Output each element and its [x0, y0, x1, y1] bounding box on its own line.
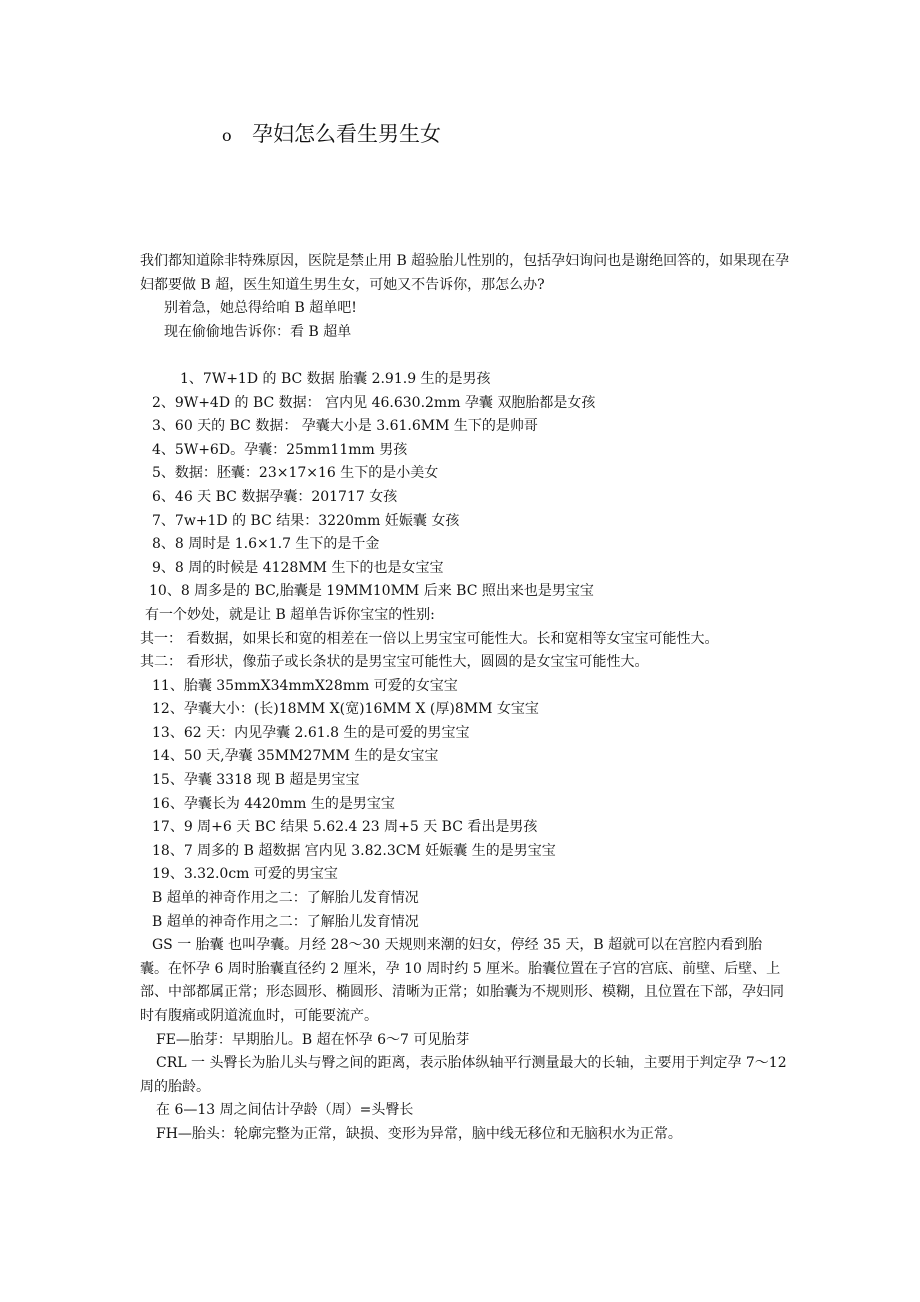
list-item: 6、46 天 BC 数据孕囊：201717 女孩: [152, 488, 398, 505]
rule-two: 其二： 看形状，像茄子或长条状的是男宝宝可能性大，圆圆的是女宝宝可能性大。: [140, 654, 649, 671]
title-bullet: o: [222, 126, 232, 145]
formula-line: 在 6—13 周之间估计孕龄（周）=头臀长: [156, 1102, 414, 1119]
section-heading: B 超单的神奇作用之二：了解胎儿发育情况: [152, 913, 419, 930]
list-item: 5、数据：胚囊：23×17×16 生下的是小美女: [152, 465, 439, 482]
list-item: 18、7 周多的 B 超数据 宫内见 3.82.3CM 妊娠囊 生的是男宝宝: [152, 842, 556, 859]
page-title: [222, 118, 441, 152]
list-item: 11、胎囊 35mmX34mmX28mm 可爱的女宝宝: [152, 677, 458, 694]
article-body: [140, 250, 790, 1147]
blank-line: [140, 344, 790, 368]
list-item: 12、孕囊大小：(长)18MM X(宽)16MM X (厚)8MM 女宝宝: [152, 701, 539, 718]
crl-paragraph: [140, 1052, 790, 1099]
gs-text: GS 一 胎囊 也叫孕囊。月经 28～30 天规则来潮的妇女，停经 35 天，B 超就可以在宫腔内看到胎囊。在怀孕 6 周时胎囊直径约 2 厘米，孕 10 周时约 5 厘米。胎囊位置在子宫的宫底、前壁、后壁、上部、中部都属正常；形态圆形、椭圆形、清晰为正常；如胎囊为不规则形、模糊，且位置在下部，孕妇同时有腹痛或阴道流血时，可能要流产。: [140, 937, 784, 1024]
list-item: 14、50 天,孕囊 35MM27MM 生的是女宝宝: [152, 748, 439, 765]
rule-one: 其一： 看数据，如果长和宽的相差在一倍以上男宝宝可能性大。长和宽相等女宝宝可能性大。: [140, 630, 719, 647]
crl-text: CRL 一 头臀长为胎儿头与臀之间的距离，表示胎体纵轴平行测量最大的长轴，主要用于判定孕 7～12 周的胎龄。: [140, 1055, 787, 1095]
gs-paragraph: [140, 934, 790, 1028]
fh-line: FH—胎头：轮廓完整为正常，缺损、变形为异常，脑中线无移位和无脑积水为正常。: [156, 1125, 682, 1142]
intro-paragraph: 我们都知道除非特殊原因，医院是禁止用 B 超验胎儿性别的，包括孕妇询问也是谢绝回答的，如果现在孕妇都要做 B 超，医生知道生男生女，可她又不告诉你，那怎么办?: [140, 253, 790, 293]
list-item: 10、8 周多是的 BC,胎囊是 19MM10MM 后来 BC 照出来也是男宝宝: [149, 583, 594, 600]
section-heading: B 超单的神奇作用之二：了解胎儿发育情况: [152, 890, 419, 907]
secret-line: 有一个妙处，就是让 B 超单告诉你宝宝的性别:: [145, 606, 435, 623]
fe-line: FE—胎芽：早期胎儿。B 超在怀孕 6～7 可见胎芽: [156, 1031, 470, 1048]
list-item: 19、3.32.0cm 可爱的男宝宝: [152, 866, 338, 883]
list-item: 15、孕囊 3318 现 B 超是男宝宝: [152, 772, 360, 789]
list-item: 7、7w+1D 的 BC 结果：3220mm 妊娠囊 女孩: [152, 512, 460, 529]
intro-line: 现在偷偷地告诉你：看 B 超单: [164, 323, 352, 340]
list-item: 13、62 天：内见孕囊 2.61.8 生的是可爱的男宝宝: [152, 724, 470, 741]
list-item: 1、7W+1D 的 BC 数据 胎囊 2.91.9 生的是男孩: [180, 370, 491, 387]
list-item: 16、孕囊长为 4420mm 生的是男宝宝: [152, 795, 395, 812]
list-item: 17、9 周+6 天 BC 结果 5.62.4 23 周+5 天 BC 看出是男孩: [152, 819, 538, 836]
list-item: 8、8 周时是 1.6×1.7 生下的是千金: [152, 536, 380, 553]
list-item: 9、8 周的时候是 4128MM 生下的也是女宝宝: [152, 559, 444, 576]
list-item: 3、60 天的 BC 数据： 孕囊大小是 3.61.6MM 生下的是帅哥: [152, 418, 538, 435]
list-item: 2、9W+4D 的 BC 数据： 宫内见 46.630.2mm 孕囊 双胞胎都是女孩: [152, 394, 596, 411]
list-item: 4、5W+6D。孕囊：25mm11mm 男孩: [152, 441, 408, 458]
title-text: 孕妇怎么看生男生女: [252, 122, 441, 146]
intro-line: 别着急，她总得给咱 B 超单吧!: [164, 300, 357, 317]
